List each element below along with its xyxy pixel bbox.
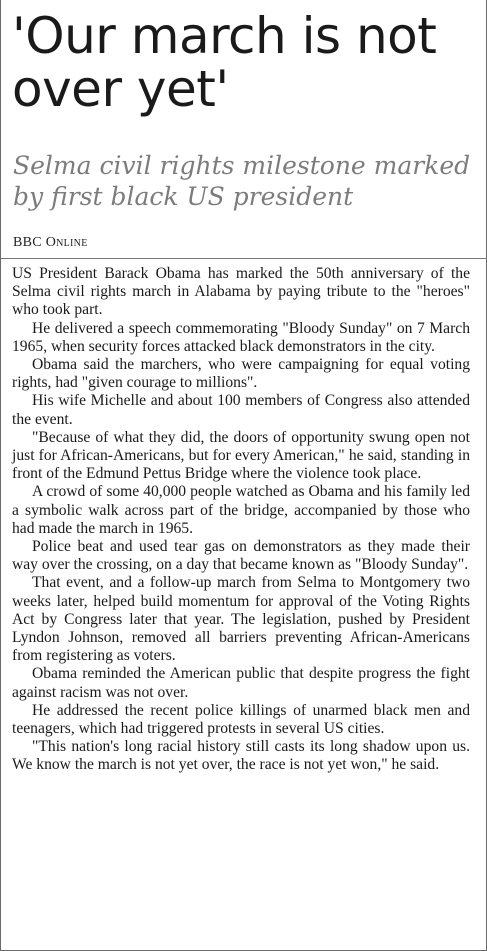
headline: 'Our march is not over yet' [12, 7, 437, 118]
paragraph: His wife Michelle and about 100 members of Congress also attended the event. [12, 392, 470, 428]
paragraph: "This nation's long racial history still casts its long shadow upon us. We know the march is not yet over, the race is not yet won," he said. [12, 738, 470, 774]
paragraph: Obama reminded the American public that despite progress the fight against racism was not over. [12, 665, 470, 701]
paragraph: That event, and a follow-up march from Selma to Montgomery two weeks later, helped build momentum for approval of the Voting Rights Act by Congress later that year. The legislation, pushed by President Lyndon Johnson, removed all barriers preventing African-Americans from registering as voters. [12, 574, 470, 665]
subheadline: Selma civil rights milestone marked by first black US president [13, 151, 471, 211]
source-credit: BBC Online [13, 235, 88, 250]
paragraph: US President Barack Obama has marked the 50th anniversary of the Selma civil rights march in Alabama by paying tribute to the "heroes" who took part. [12, 265, 470, 319]
article-body [12, 265, 470, 775]
paragraph: He delivered a speech commemorating "Bloody Sunday" on 7 March 1965, when security forces attacked black demonstrators in the city. [12, 319, 470, 355]
paragraph: Police beat and used tear gas on demonstrators as they made their way over the crossing, on a day that became known as "Bloody Sunday". [12, 538, 470, 574]
divider [1, 258, 487, 259]
paragraph: Obama said the marchers, who were campaigning for equal voting rights, had "given courage to millions". [12, 356, 470, 392]
paragraph: He addressed the recent police killings of unarmed black men and teenagers, which had triggered protests in several US cities. [12, 701, 470, 738]
paragraph: A crowd of some 40,000 people watched as Obama and his family led a symbolic walk across part of the bridge, accompanied by those who had made the march in 1965. [12, 483, 470, 537]
paragraph: "Because of what they did, the doors of opportunity swung open not just for African-Americans, but for every American," he said, standing in front of the Edmund Pettus Bridge where the violence took place. [12, 428, 470, 483]
